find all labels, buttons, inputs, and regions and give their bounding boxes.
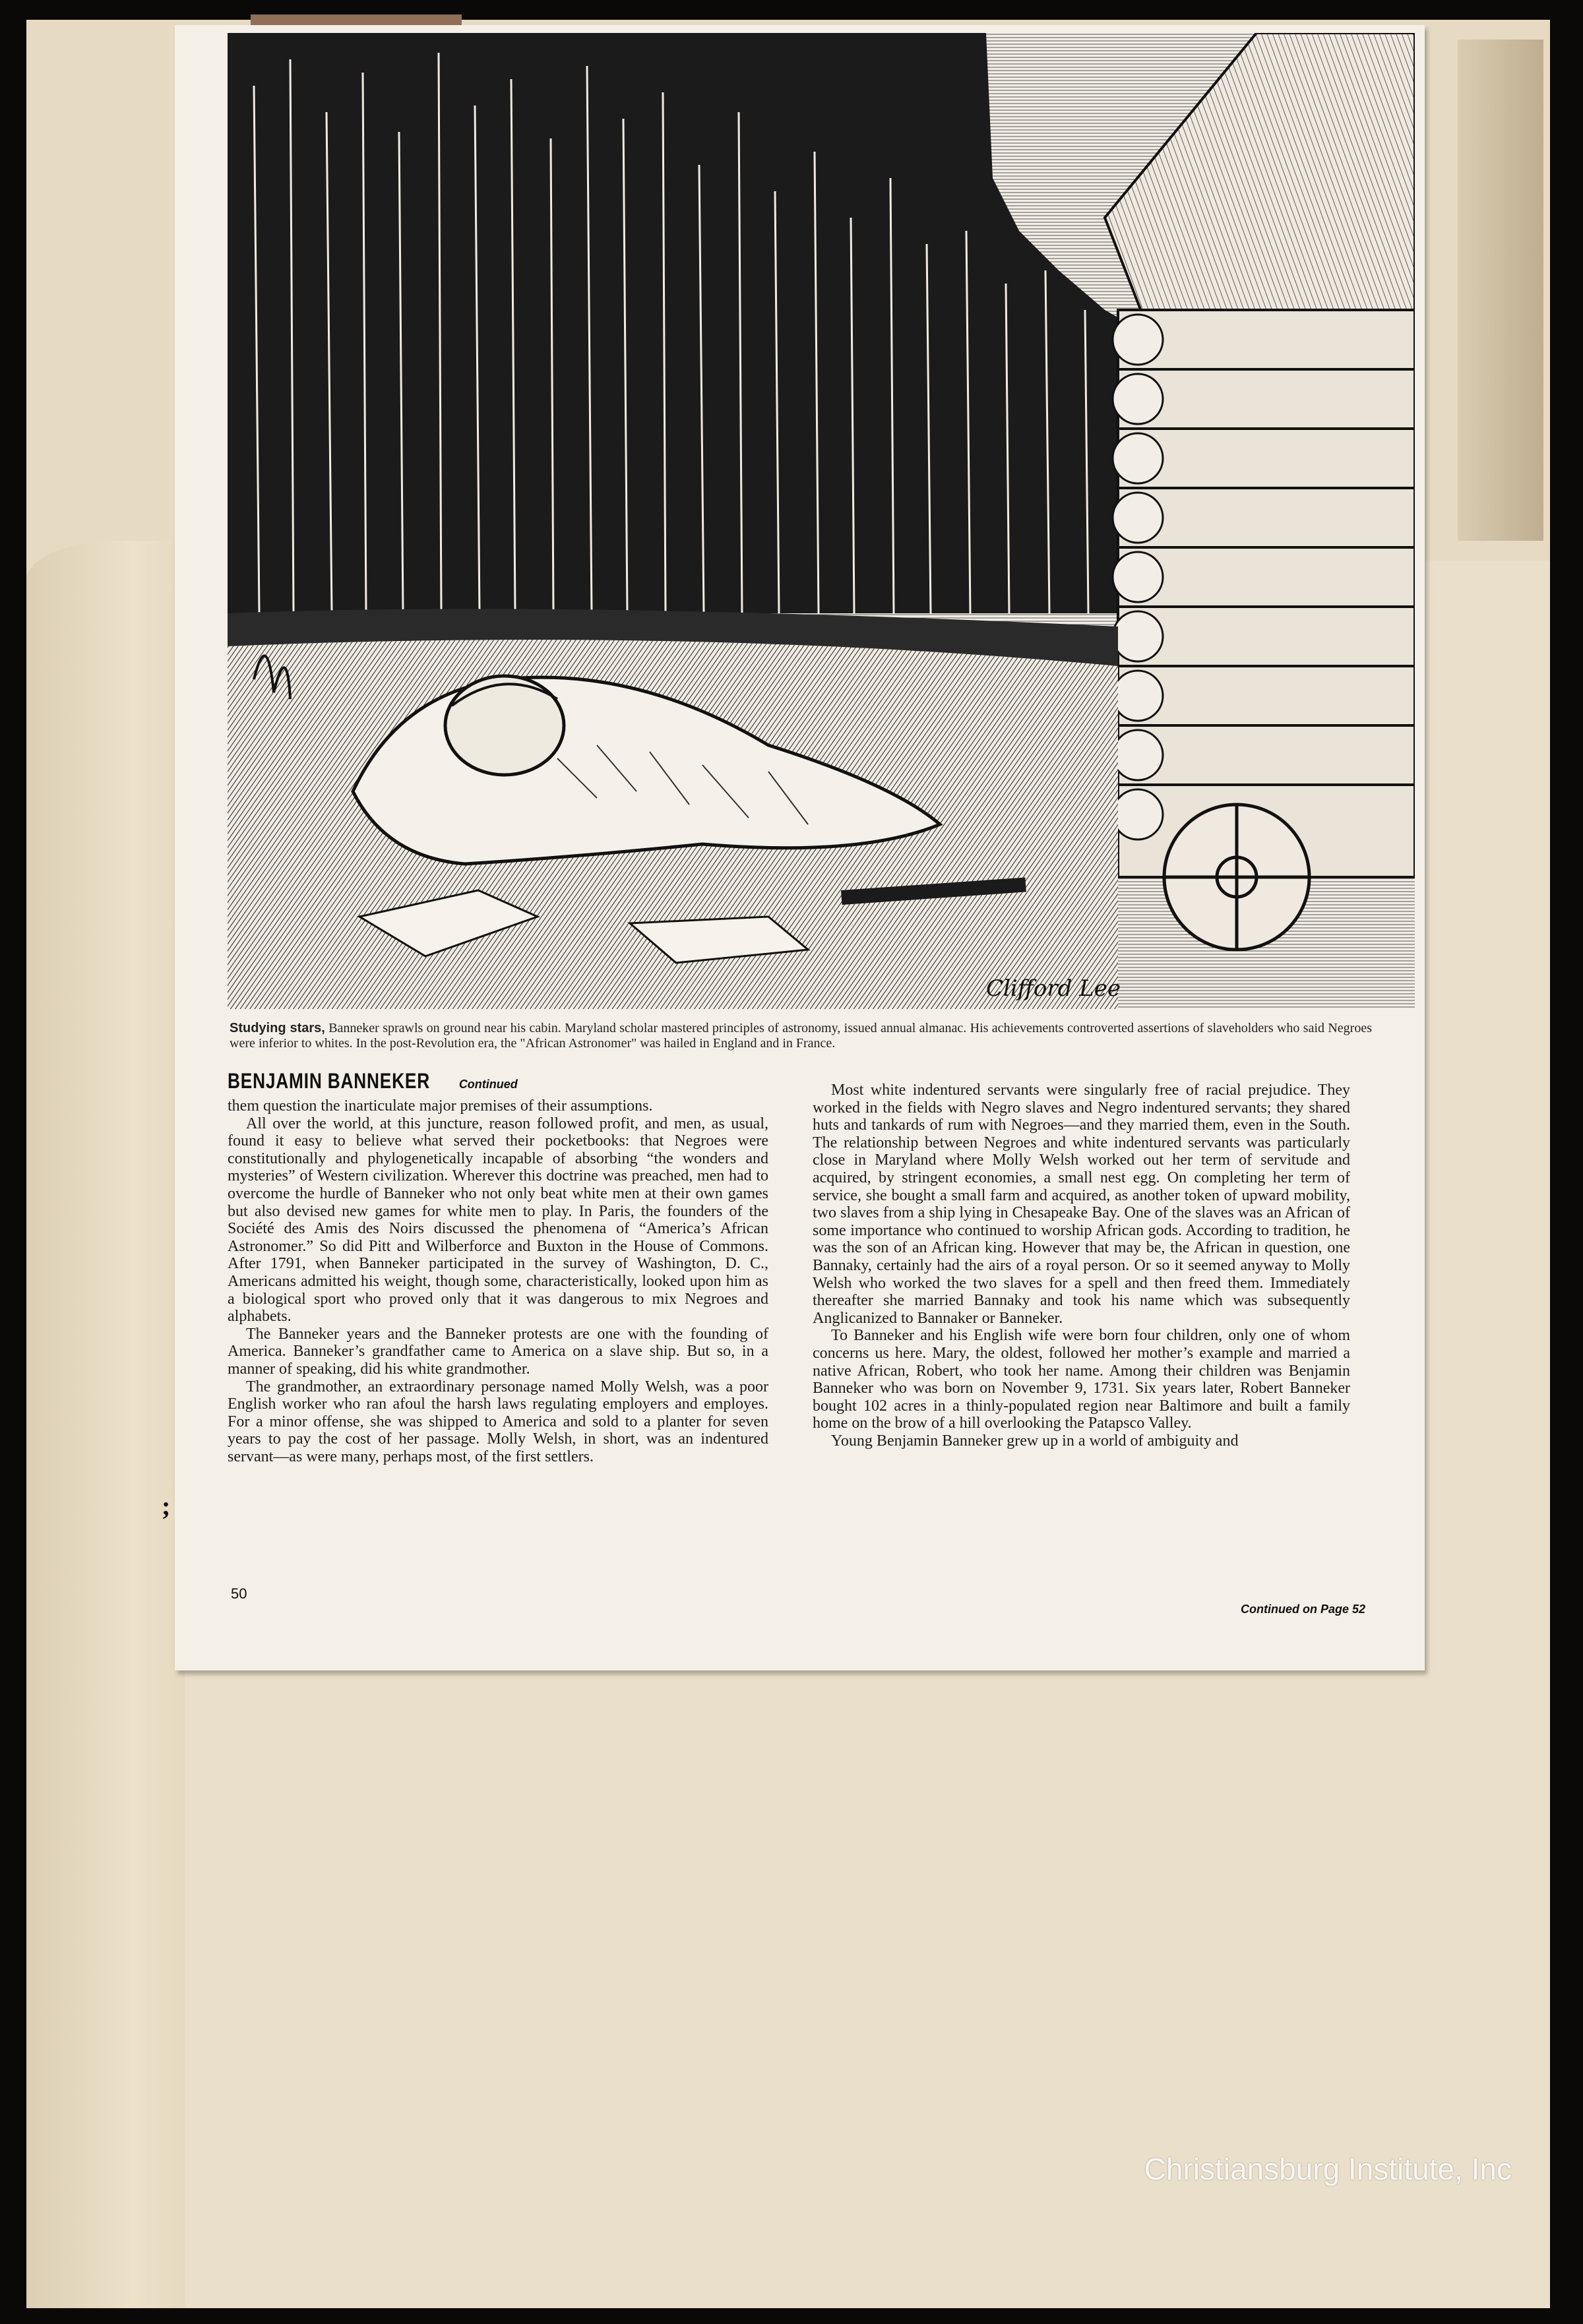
paragraph: All over the world, at this juncture, reason followed profit, and men, as usual, found it easy to believe what served their pocketbooks: that Negroes were constitutionally and phylogenetically incapable of absorbing “the wonders and mysteries” of Western civilization. Wherever this doctrine was preached, men had to overcome the hurdle of Banneker who not only beat white men at their own games but also devised new games for white men to play. In Paris, the founders of the Société des Amis des Noirs discussed the phenomena of “America’s African Astronomer.” So did Pitt and Wilberforce and Buxton in the House of Commons. After 1791, when Banneker participated in the survey of Washington, D. C., Americans admitted his weight, though some, characteristically, looked upon him as a biological sport who proved only that it was dangerous to mix Negroes and alphabets.	[228, 1115, 768, 1326]
caption-lead: Studying stars,	[230, 1021, 325, 1035]
forest	[228, 33, 1151, 613]
paragraph: To Banneker and his English wife were born four children, only one of whom concerns us here. Mary, the oldest, followed her mother’s example and married a native African, Robert, who took her name. Among their children was Benjamin Banneker who was born on November 9, 1731. Six years later, Robert Banneker bought 102 acres in a thinly-populated region near Baltimore and built a family home on the brow of a hill overlooking the Patapsco Valley.	[813, 1327, 1350, 1432]
continued-on-label: Continued on Page 52	[1240, 1603, 1365, 1616]
page-number: 50	[231, 1585, 247, 1602]
paragraph: Most white indentured servants were singularly free of racial prejudice. They worked in the fields with Negro slaves and Negro indentured servants; they shared huts and tankards of rum with Negroes—and they married them, even in the South. The relationship between Negroes and white indentured servants was particularly close in Maryland where Molly Welsh worked out her term of servitude and acquired, by stringent economies, a small nest egg. On completing her term of service, she bought a small farm and acquired, as another token of upward mobility, two slaves from a ship lying in Chesapeake Bay. One of the slaves was an African of some importance who continued to worship African gods. According to tradition, he was the son of an African king. However that may be, the African in question, one Bannaky, certainly had the airs of a royal person. Or so it seemed anyway to Molly Welsh who worked the two slaves for a spell and then freed them. Immediately thereafter she married Bannaky and took his name which was subsequently Anglicanized to Bannaker or Banneker.	[813, 1082, 1350, 1327]
paragraph: The grandmother, an extraordinary personage named Molly Welsh, was a poor English worker who ran afoul the harsh laws regulating employers and employes. For a minor offense, she was shipped to America and sold to a planter for seven years to pay the cost of her passage. Molly Welsh, in short, was an indentured servant—as were many, perhaps most, of the first settlers.	[228, 1378, 768, 1465]
watermark: Christiansburg Institute, Inc	[1144, 2152, 1512, 2186]
grindstone-wheel	[1164, 805, 1309, 950]
continued-label: Continued	[458, 1078, 518, 1091]
article-column-left	[228, 1097, 768, 1465]
figure-caption	[230, 1021, 1372, 1051]
log-cabin	[1105, 33, 1415, 877]
artist-signature: Clifford Lee	[986, 975, 1121, 1002]
margin-mark: ;	[162, 1491, 171, 1521]
article-headline	[228, 1069, 518, 1093]
page-fold-shadow	[1458, 40, 1543, 541]
caption-text: Banneker sprawls on ground near his cabin. Maryland scholar mastered principles of astronomy, issued annual almanac. His achievements controverted assertions of slaveholders who said Negroes were inferior to whites. In the post-Revolution era, the "African Astronomer" was hailed in England and in France.	[230, 1021, 1372, 1051]
paragraph: The Banneker years and the Banneker protests are one with the founding of America. Banneker’s grandfather came to America on a slave ship. But so, in a manner of speaking, did his white grandmother.	[228, 1325, 768, 1378]
paragraph: Young Benjamin Banneker grew up in a world of ambiguity and	[831, 1432, 1239, 1450]
banneker-illustration	[228, 33, 1415, 1022]
paragraph: them question the inarticulate major premises of their assumptions.	[228, 1097, 653, 1115]
article-title: BENJAMIN BANNEKER	[228, 1069, 430, 1093]
article-column-right	[813, 1082, 1350, 1450]
